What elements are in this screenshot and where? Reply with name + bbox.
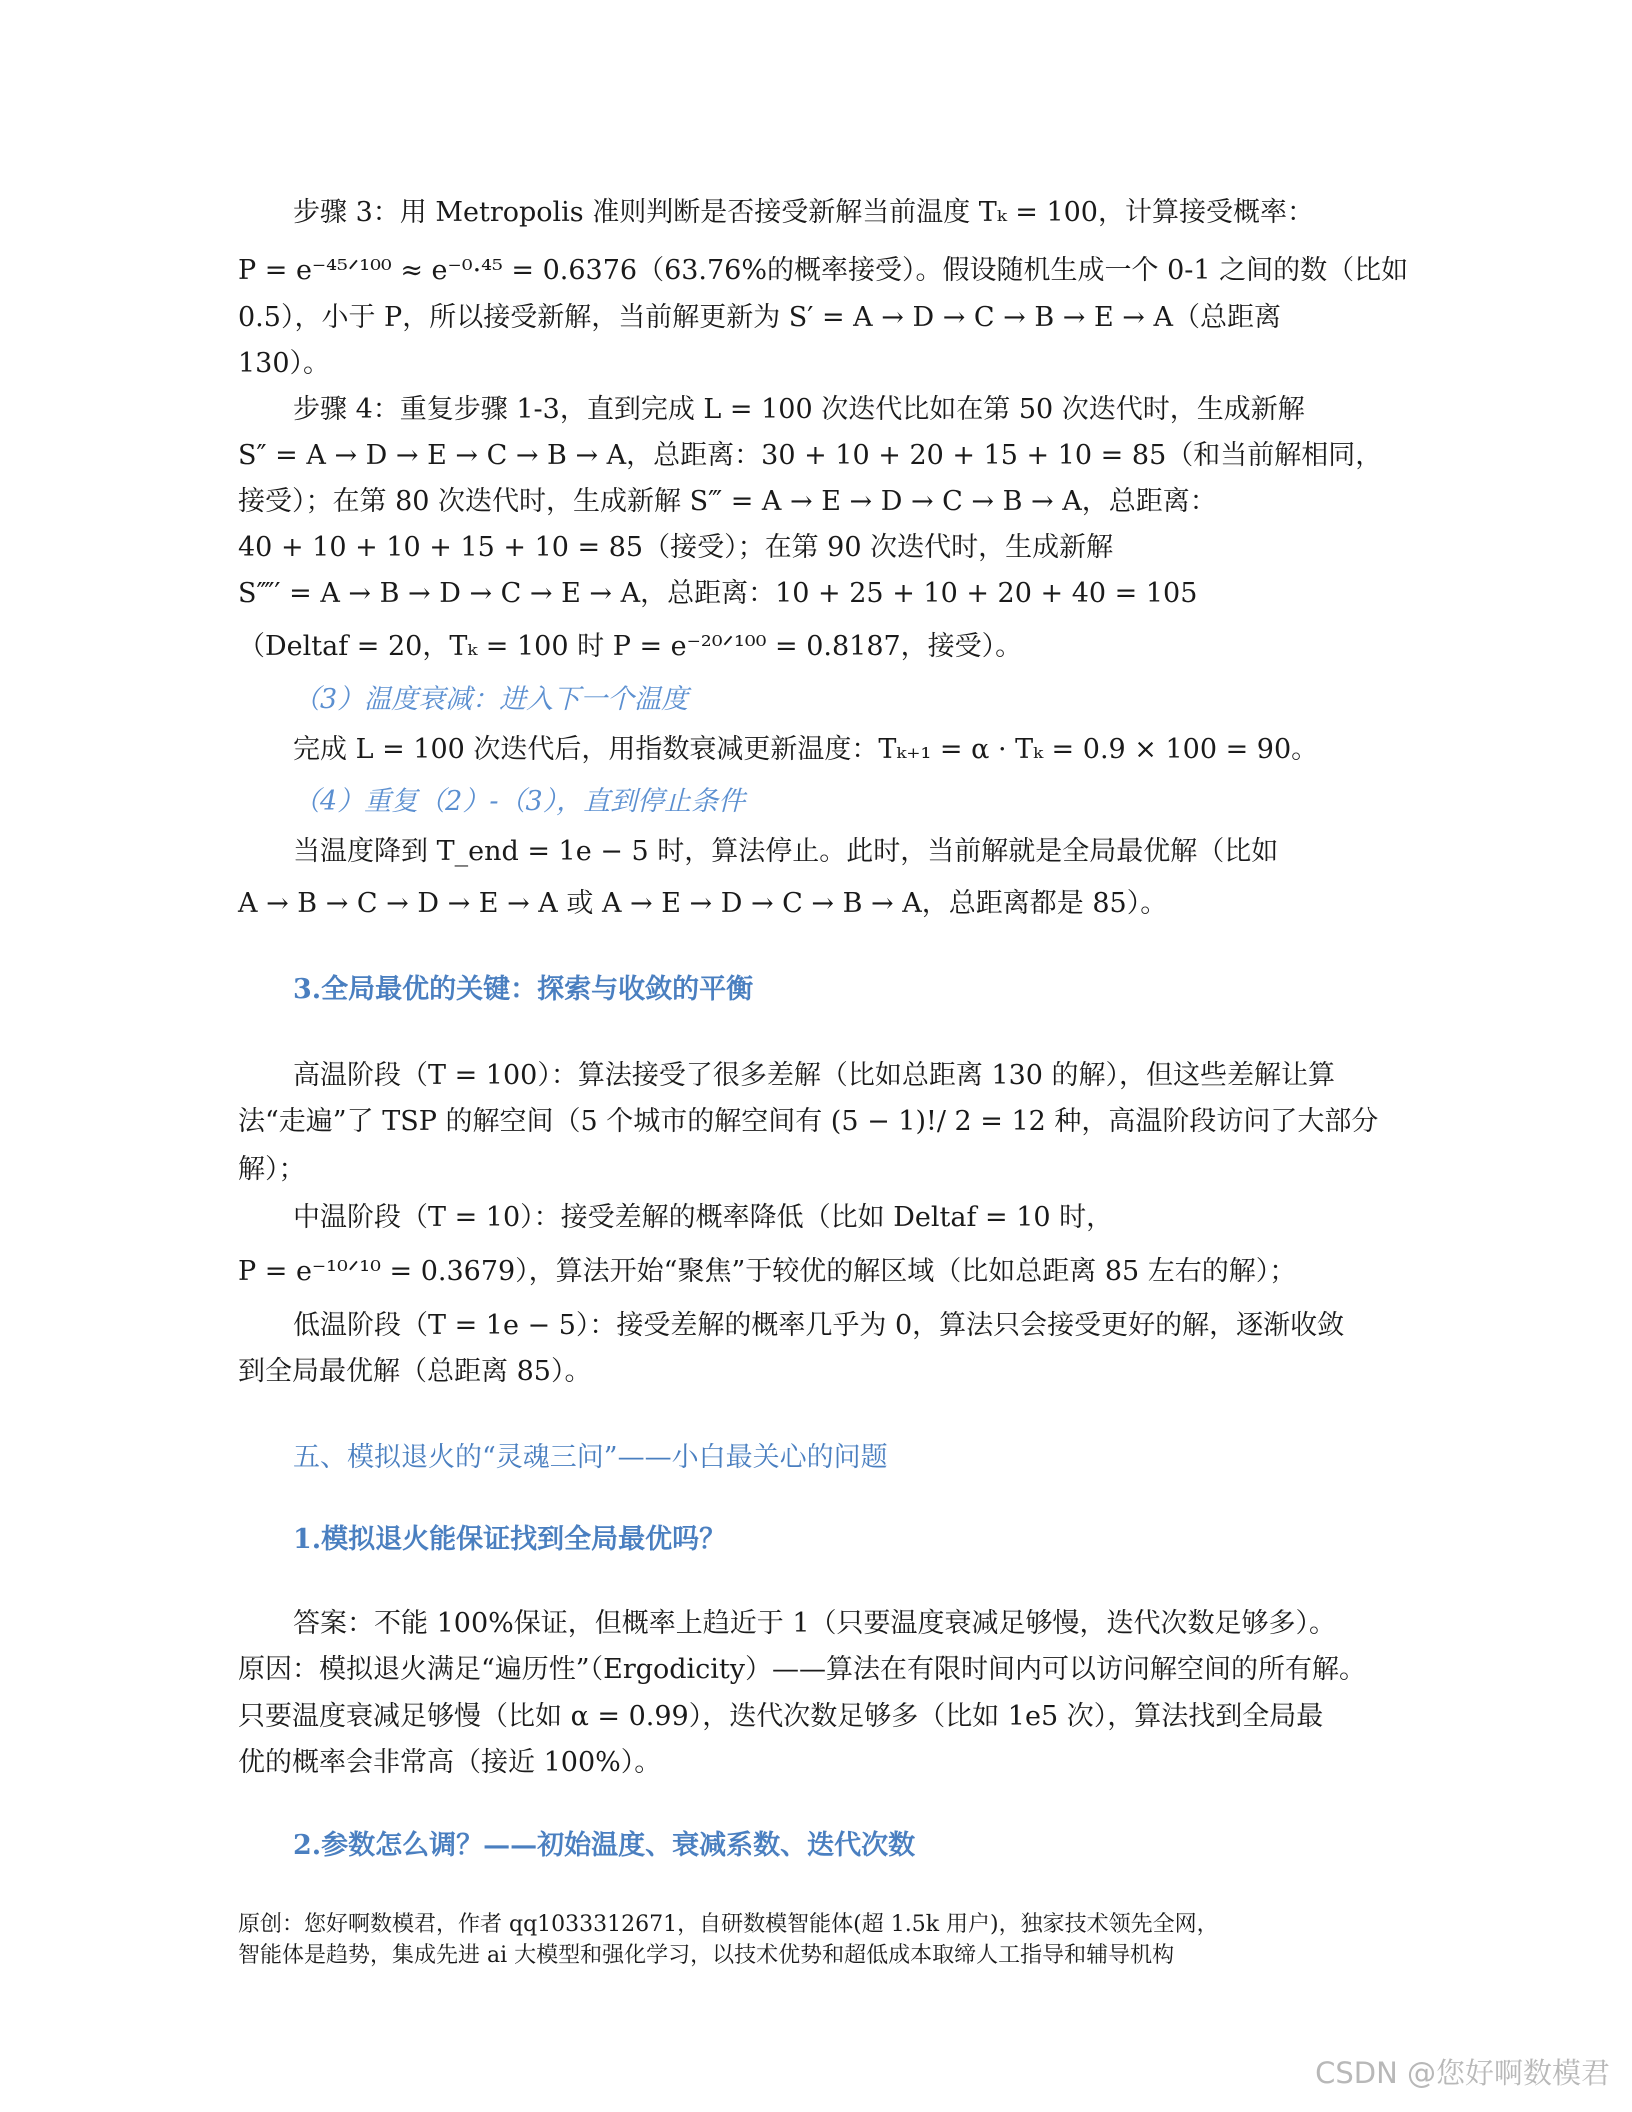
subheading-temperature-decay: （3）温度衰减：进入下一个温度 xyxy=(293,684,689,715)
text-line: 40 + 10 + 10 + 15 + 10 = 85（接受）；在第 90 次迭代时，生成新解 xyxy=(238,532,1114,563)
footer-line: 原创：您好啊数模君，作者 qq1033312671，自研数模智能体(超 1.5k 用户)，独家技术领先全网， xyxy=(238,1912,1219,1937)
section-heading-balance: 3.全局最优的关键：探索与收敛的平衡 xyxy=(293,974,754,1005)
text-line: （Deltaf = 20，Tₖ = 100 时 P = e⁻²⁰ᐟ¹⁰⁰ = 0.8187，接受）。 xyxy=(238,631,1023,662)
text-line: 当温度降到 T_end = 1e − 5 时，算法停止。此时，当前解就是全局最优解（比如 xyxy=(293,836,1279,867)
text-line: 完成 L = 100 次迭代后，用指数衰减更新温度：Tₖ₊₁ = α · Tₖ = 0.9 × 100 = 90。 xyxy=(293,734,1319,765)
text-line: 低温阶段（T = 1e − 5）：接受差解的概率几乎为 0，算法只会接受更好的解，逐渐收敛 xyxy=(293,1310,1345,1341)
text-line: 中温阶段（T = 10）：接受差解的概率降低（比如 Deltaf = 10 时， xyxy=(293,1202,1114,1233)
text-line: 原因：模拟退火满足“遍历性”（Ergodicity）——算法在有限时间内可以访问解空间的所有解。 xyxy=(238,1654,1367,1685)
chapter-heading: 五、模拟退火的“灵魂三问”——小白最关心的问题 xyxy=(293,1442,888,1473)
probability-line: P = e⁻⁴⁵ᐟ¹⁰⁰ ≈ e⁻⁰·⁴⁵ = 0.6376（63.76%的概率接受）。假设随机生成一个 0-1 之间的数（比如 xyxy=(238,255,1409,286)
question-heading-1: 1.模拟退火能保证找到全局最优吗？ xyxy=(293,1524,727,1555)
text-line: 答案：不能 100%保证，但概率上趋近于 1（只要温度衰减足够慢，迭代次数足够多）。 xyxy=(293,1608,1337,1639)
text-line: 法“走遍”了 TSP 的解空间（5 个城市的解空间有 (5 − 1)!/ 2 = 12 种，高温阶段访问了大部分 xyxy=(238,1106,1379,1137)
text-line: 高温阶段（T = 100）：算法接受了很多差解（比如总距离 130 的解），但这些差解让算 xyxy=(293,1060,1336,1091)
watermark: CSDN @您好啊数模君 xyxy=(1315,2056,1610,2090)
step3-line: 步骤 3：用 Metropolis 准则判断是否接受新解当前温度 Tₖ = 100，计算接受概率： xyxy=(293,197,1314,228)
question-heading-2: 2.参数怎么调？——初始温度、衰减系数、迭代次数 xyxy=(293,1830,916,1861)
text-line: 到全局最优解（总距离 85）。 xyxy=(238,1356,592,1387)
text-line: 0.5），小于 P，所以接受新解，当前解更新为 S′ = A → D → C → B → E → A（总距离 xyxy=(238,302,1281,333)
text-line: A → B → C → D → E → A 或 A → E → D → C → B → A，总距离都是 85）。 xyxy=(238,888,1168,919)
text-line: P = e⁻¹⁰ᐟ¹⁰ = 0.3679），算法开始“聚焦”于较优的解区域（比如总距离 85 左右的解）； xyxy=(238,1256,1297,1287)
step4-line: 步骤 4：重复步骤 1-3，直到完成 L = 100 次迭代比如在第 50 次迭代时，生成新解 xyxy=(293,394,1305,425)
text-line: S⁗′ = A → B → D → C → E → A，总距离：10 + 25 + 10 + 20 + 40 = 105 xyxy=(238,578,1198,609)
subheading-repeat: （4）重复（2）-（3），直到停止条件 xyxy=(293,786,746,817)
text-line: 优的概率会非常高（接近 100%）。 xyxy=(238,1747,662,1778)
text-line: S″ = A → D → E → C → B → A，总距离：30 + 10 + 20 + 15 + 10 = 85（和当前解相同， xyxy=(238,440,1383,471)
text-line: 解）； xyxy=(238,1154,306,1185)
text-line: 130）。 xyxy=(238,348,331,379)
text-line: 只要温度衰减足够慢（比如 α = 0.99），迭代次数足够多（比如 1e5 次），算法找到全局最 xyxy=(238,1701,1324,1732)
footer-line: 智能体是趋势，集成先进 ai 大模型和强化学习，以技术优势和超低成本取缔人工指导和辅导机构 xyxy=(238,1943,1175,1968)
text-line: 接受）；在第 80 次迭代时，生成新解 S‴ = A → E → D → C → B → A，总距离： xyxy=(238,486,1217,517)
